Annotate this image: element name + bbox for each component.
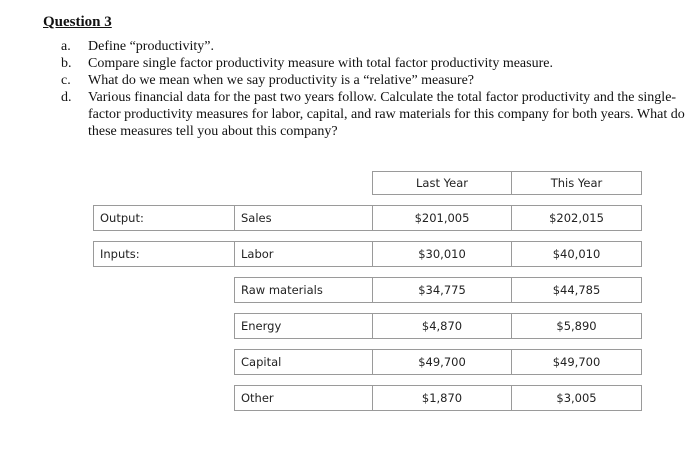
row-item-label: Other (235, 386, 373, 411)
table-row (94, 206, 642, 231)
table-row (94, 278, 642, 303)
header-last-year: Last Year (373, 172, 512, 195)
last-year-value: $30,010 (373, 242, 512, 267)
item-marker: a. (61, 39, 71, 54)
row-item-label: Labor (235, 242, 373, 267)
this-year-value: $44,785 (512, 278, 642, 303)
table-cell (235, 172, 373, 195)
table-row (94, 314, 642, 339)
last-year-value: $34,775 (373, 278, 512, 303)
row-group-label (94, 278, 235, 303)
table-cell (94, 172, 235, 195)
row-group-label: Output: (94, 206, 235, 231)
row-group-label (94, 386, 235, 411)
item-text: Various financial data for the past two years follow. Calculate the total factor productivity and the single-factor productivity measures for labor, capital, and raw materials for this company for both years. What do these measures tell you about this company? (88, 90, 685, 139)
last-year-value: $1,870 (373, 386, 512, 411)
item-marker: d. (61, 90, 72, 105)
last-year-value: $4,870 (373, 314, 512, 339)
question-item (61, 38, 693, 55)
item-marker: b. (61, 56, 72, 71)
financial-data-table (93, 171, 642, 411)
this-year-value: $5,890 (512, 314, 642, 339)
question-item (61, 72, 693, 89)
last-year-value: $201,005 (373, 206, 512, 231)
last-year-value: $49,700 (373, 350, 512, 375)
item-text: Define “productivity”. (88, 39, 214, 54)
row-group-label (94, 314, 235, 339)
row-item-label: Energy (235, 314, 373, 339)
table-row (94, 350, 642, 375)
item-text: Compare single factor productivity measure with total factor productivity measure. (88, 56, 553, 71)
table-header-row (94, 172, 642, 195)
item-marker: c. (61, 73, 71, 88)
row-item-label: Raw materials (235, 278, 373, 303)
table-row (94, 242, 642, 267)
row-group-label (94, 350, 235, 375)
question-heading: Question 3 (43, 14, 112, 30)
question-item (61, 89, 693, 140)
this-year-value: $3,005 (512, 386, 642, 411)
table-row (94, 386, 642, 411)
item-text: What do we mean when we say productivity is a “relative” measure? (88, 73, 475, 88)
question-list (61, 38, 693, 140)
row-item-label: Sales (235, 206, 373, 231)
this-year-value: $40,010 (512, 242, 642, 267)
this-year-value: $49,700 (512, 350, 642, 375)
row-group-label: Inputs: (94, 242, 235, 267)
header-this-year: This Year (512, 172, 642, 195)
this-year-value: $202,015 (512, 206, 642, 231)
question-item (61, 55, 693, 72)
row-item-label: Capital (235, 350, 373, 375)
